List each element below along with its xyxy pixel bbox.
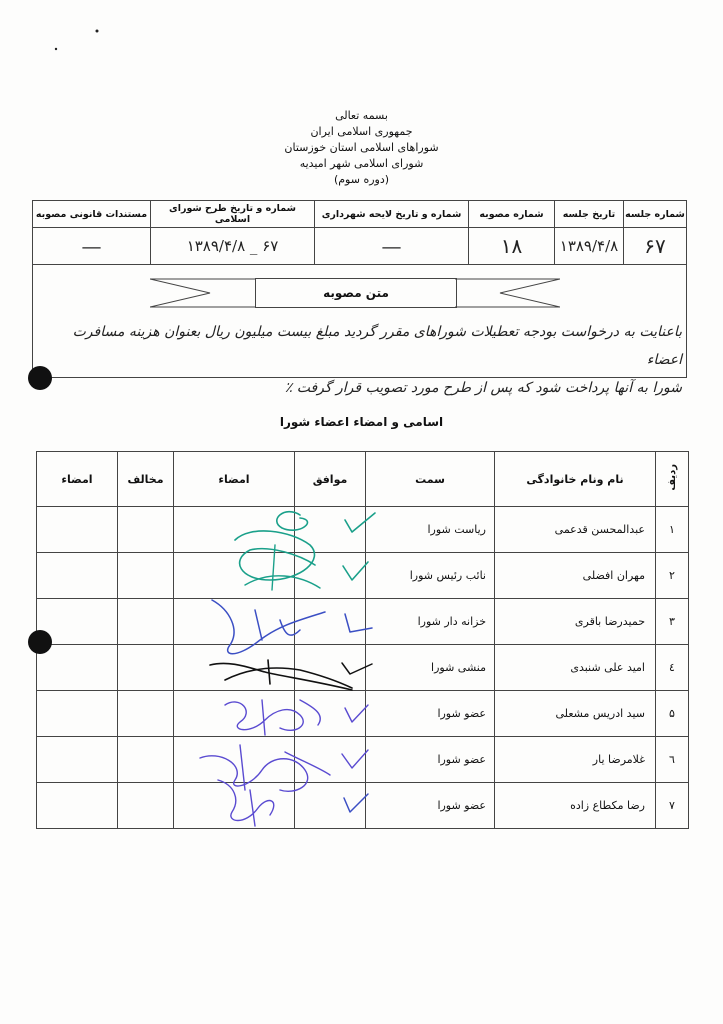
row-index: ۷ [656, 783, 689, 829]
members-title: اسامی و امضاء اعضاء شورا [279, 415, 444, 429]
row-role: عضو شورا [366, 783, 495, 829]
signature-row-7 [218, 780, 274, 826]
check-mark-row-1 [345, 513, 375, 532]
row-role: نائب رئیس شورا [366, 553, 495, 599]
row-index: ۱ [656, 507, 689, 553]
members-header-role: سمت [366, 452, 495, 507]
check-mark-row-6 [342, 750, 368, 768]
check-mark-row-2 [343, 562, 368, 580]
row-index: ۵ [656, 691, 689, 737]
row-name: مهران افضلی [495, 553, 656, 599]
header-province: شوراهای اسلامی استان خوزستان [284, 141, 439, 154]
check-mark-row-4 [342, 663, 372, 674]
punch-hole-bottom [28, 630, 52, 654]
check-marks [342, 513, 375, 812]
meta-header-session-no: شماره جلسه [624, 201, 687, 228]
row-role: عضو شورا [366, 737, 495, 783]
header-bismillah: بسمه تعالی [335, 109, 388, 122]
row-name: غلامرضا یار [495, 737, 656, 783]
row-role: عضو شورا [366, 691, 495, 737]
row-name: امید علی شنبدی [495, 645, 656, 691]
scan-dot [55, 48, 57, 50]
row-name: عبدالمحسن قدعمی [495, 507, 656, 553]
check-mark-row-3 [345, 614, 372, 632]
resolution-text-line-2: شورا به آنها پرداخت شود که پس از طرح مورد تصویب قرار گرفت ٪ [284, 380, 682, 396]
scan-marks [55, 30, 99, 51]
signature-row-3 [212, 600, 325, 654]
meta-header-session-date: تاریخ جلسه [555, 201, 624, 228]
signature-row-4 [210, 660, 352, 690]
check-mark-row-5 [345, 705, 368, 722]
meta-value-resolution-no: ۱۸ [469, 228, 555, 265]
check-mark-row-7 [344, 794, 368, 812]
members-header-signature: امضاء [174, 452, 295, 507]
row-role: خزانه دار شورا [366, 599, 495, 645]
meta-value-session-date: ۱۳۸۹/۴/۸ [555, 228, 624, 265]
members-header-agree: موافق [295, 452, 366, 507]
meta-header-legal-docs: مستندات قانونی مصوبه [33, 201, 151, 228]
meta-value-session-no: ۶۷ [624, 228, 687, 265]
members-header-oppose: مخالف [118, 452, 174, 507]
resolution-text-line-1: باعنایت به درخواست بودجه تعطیلات شوراهای مقرر گردید مبلغ بیست میلیون ریال بعنوان هزینه مسافرت اعضاء [72, 324, 682, 368]
members-header-name: نام ونام خانوادگی [495, 452, 656, 507]
members-header-signature-2: امضاء [37, 452, 118, 507]
row-name: حمیدرضا باقری [495, 599, 656, 645]
row-index: ٦ [656, 737, 689, 783]
row-role: منشی شورا [366, 645, 495, 691]
meta-header-municipal-bill: شماره و تاریخ لایحه شهرداری [315, 201, 469, 228]
row-index: ۲ [656, 553, 689, 599]
meta-value-council-plan: ۶۷ _ ۱۳۸۹/۴/۸ [151, 228, 315, 265]
resolution-title: متن مصوبه [255, 278, 457, 308]
members-header-index: ردیف [656, 452, 689, 507]
row-role: ریاست شورا [366, 507, 495, 553]
row-index: ۳ [656, 599, 689, 645]
meta-header-resolution-no: شماره مصوبه [469, 201, 555, 228]
meta-header-council-plan: شماره و تاریخ طرح شورای اسلامی [151, 201, 315, 228]
scan-dot [96, 30, 99, 33]
signature-row-5 [225, 700, 320, 735]
member-signatures [200, 512, 352, 826]
header-term: (دوره سوم) [333, 173, 390, 186]
signature-row-6 [200, 745, 330, 791]
header-city-council: شورای اسلامی شهر امیدیه [299, 157, 424, 170]
row-name: سید ادریس مشعلی [495, 691, 656, 737]
row-name: رضا مکطاع زاده [495, 783, 656, 829]
punch-hole-top [28, 366, 52, 390]
header-country: جمهوری اسلامی ایران [310, 125, 413, 138]
meta-value-municipal-bill: — [315, 228, 469, 265]
row-index: ٤ [656, 645, 689, 691]
meta-value-legal-docs: — [33, 228, 151, 265]
